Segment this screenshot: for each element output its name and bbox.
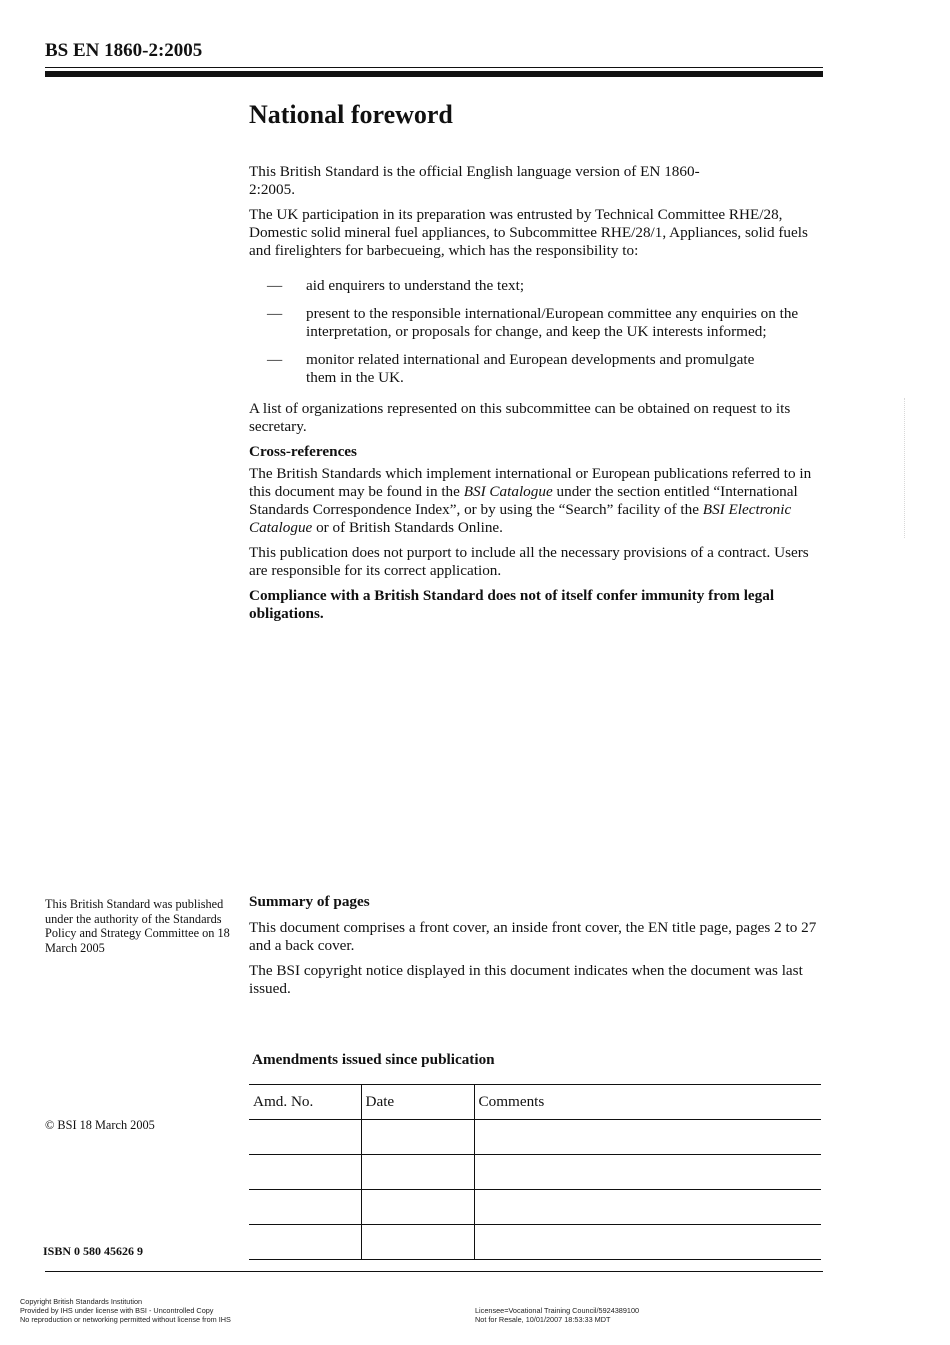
cross-references-heading: Cross-references [249,443,357,460]
responsibility-list [249,277,824,387]
amendments-title: Amendments issued since publication [252,1051,495,1068]
table-cell [361,1155,474,1190]
foreword-body [249,163,824,630]
table-cell [361,1120,474,1155]
list-item [249,351,824,387]
table-cell [474,1155,821,1190]
list-item-text: aid enquirers to understand the text; [306,277,525,294]
table-cell [249,1190,361,1225]
cross-references-paragraph [249,465,824,537]
authority-note: This British Standard was published under the authority of the Standards Policy and Strategy Committee on 18 March 2005 [45,897,230,955]
table-cell [361,1225,474,1260]
footer-rule [45,1271,823,1272]
intro-paragraph-2: The UK participation in its preparation was entrusted by Technical Committee RHE/28, Domestic solid mineral fuel appliances, to Subcommittee RHE/28/1, Appliances, solid fuels and firelighters for barbecueing, which has the responsibility to: [249,206,808,259]
copyright-notice-paragraph: The BSI copyright notice displayed in this document indicates when the document was last issued. [249,962,803,997]
bsi-catalogue-title: BSI Catalogue [463,483,553,500]
cross-references-text-2: under the section entitled “International Standards Correspondence Index”, or by using the “Search” facility of the [249,483,798,518]
table-cell [474,1225,821,1260]
list-item-text: monitor related international and European developments and promulgate them in the UK. [306,351,755,386]
table-row [249,1225,821,1260]
column-header-date: Date [361,1085,474,1120]
table-header-row [249,1085,821,1120]
table-cell [474,1190,821,1225]
header-rule-thick [45,71,823,77]
margin-watermark [904,398,909,538]
table-cell [249,1225,361,1260]
table-cell [474,1120,821,1155]
summary-paragraph: This document comprises a front cover, an inside front cover, the EN title page, pages 2 to 27 and a back cover. [249,919,817,954]
column-header-amd-no: Amd. No. [249,1085,361,1120]
footer-license-left [20,1297,231,1324]
table-row [249,1190,821,1225]
bsi-electronic-catalogue-title: BSI Electronic Catalogue [249,501,792,536]
table-cell [249,1120,361,1155]
list-item [249,277,824,295]
footer-license-right [475,1306,639,1324]
table-row [249,1120,821,1155]
table-cell [249,1155,361,1190]
copyright-date: © BSI 18 March 2005 [45,1118,155,1132]
footer-line: Copyright British Standards Institution [20,1297,143,1306]
header-rule-thin [45,67,823,68]
dash-bullet: — [267,277,283,294]
footer-line: Provided by IHS under license with BSI - Uncontrolled Copy [20,1306,214,1315]
footer-line: No reproduction or networking permitted without license from IHS [20,1315,231,1324]
cross-references-text-3: or of British Standards Online. [312,519,503,536]
intro-paragraph-1: This British Standard is the official English language version of EN 1860-2:2005. [249,163,700,198]
isbn: ISBN 0 580 45626 9 [43,1244,144,1258]
summary-heading: Summary of pages [249,893,370,910]
compliance-statement: Compliance with a British Standard does not of itself confer immunity from legal obligations. [249,587,775,622]
provisions-paragraph: This publication does not purport to include all the necessary provisions of a contract. Users are responsible for its correct application. [249,544,809,579]
organizations-paragraph: A list of organizations represented on this subcommittee can be obtained on request to its secretary. [249,400,791,435]
amendments-table [249,1084,821,1260]
dash-bullet: — [267,305,283,322]
footer-line: Not for Resale, 10/01/2007 18:53:33 MDT [475,1315,611,1324]
footer-line: Licensee=Vocational Training Council/5924389100 [475,1306,640,1315]
document-id: BS EN 1860-2:2005 [45,40,203,61]
table-row [249,1155,821,1190]
cross-references-text-1: The British Standards which implement international or European publications referred to in this document may be found in the [249,465,812,500]
list-item-text: present to the responsible international/European committee any enquiries on the interpretation, or proposals for change, and keep the UK interests informed; [306,305,799,340]
page-title: National foreword [249,100,453,129]
summary-section [249,893,824,1005]
table-cell [361,1190,474,1225]
column-header-comments: Comments [474,1085,821,1120]
dash-bullet: — [267,351,283,368]
list-item [249,305,824,341]
